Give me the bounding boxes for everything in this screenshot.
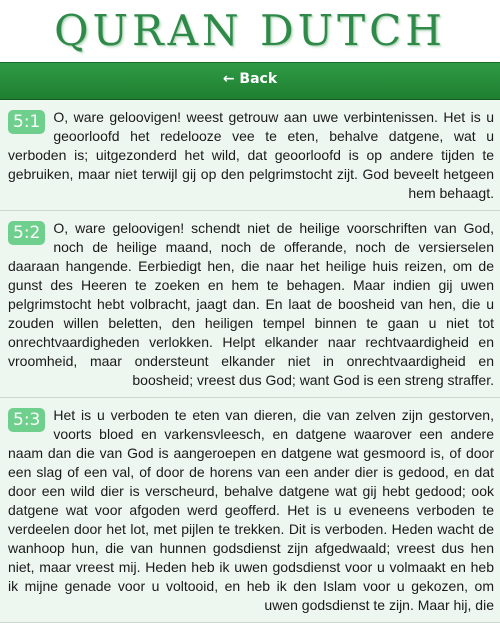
verse-list[interactable]	[0, 100, 500, 613]
verse-text: Het is u verboden te eten van dieren, die van zelven zijn gestorven, voorts bloed en varkensvleesch, en datgene waarover een andere naam dan die van God is aangeroepen en datgene wat gesmoord is, of door een slag of een val, of door de horens van een ander dier is gedood, en dat door een wild dier is verscheurd, behalve datgene wat gij hebt gedood; ook datgene wat voor afgoden werd geofferd. Het is u eveneens verboden te verdeelen door het lot, met pijlen te trekken. Dit is verboden. Heden wacht de wanhoop hun, die van hunnen godsdienst zijn afgedwaald; vreest dus hen niet, maar vreest mij. Heden heb ik uwen godsdienst voor u volmaakt en heb ik mijne genade voor u voltooid, en heb ik den Islam voor u gekozen, om uwen godsdienst te zijn. Maar hij, die	[8, 407, 494, 613]
verse-number-badge: 5:2	[8, 221, 45, 245]
verse-item	[0, 398, 500, 623]
verse-item	[0, 100, 500, 211]
back-button[interactable]: ← Back	[222, 71, 278, 87]
verse-text: O, ware geloovigen! weest getrouw aan uwe verbintenissen. Het is u geoorloofd het redelooze vee te eten, behalve datgene, wat u verboden is; uitgezonderd het wild, dat geoorloofd is op andere tijden te gebruiken, maar niet terwijl gij op den pelgrimstocht zijt. God beveelt hetgeen hem behaagt.	[8, 109, 494, 201]
app-header	[0, 0, 500, 62]
verse-text: O, ware geloovigen! schendt niet de heilige voorschriften van God, noch de heilige maand, noch de offerande, noch de versierselen daaraan hangende. Eerbiedigt hen, die naar het heilige huis reizen, om de gunst des Heeren te zoeken en hem te behagen. Maar indien gij uwen pelgrimstocht hebt volbracht, jaagt dan. En laat de boosheid van hen, die u zouden willen beletten, den heiligen tempel binnen te gaan u niet tot onrechtvaardigheden verlokken. Helpt elkander naar rechtvaardigheid en vroomheid, maar ondersteunt elkander niet in onrechtvaardigheid en boosheid; vreest dus God; want God is een streng straffer.	[8, 220, 494, 388]
nav-bar	[0, 62, 500, 101]
verse-item	[0, 211, 500, 398]
verse-number-badge: 5:1	[8, 110, 45, 134]
app-title: QURAN DUTCH	[54, 6, 446, 55]
verse-number-badge: 5:3	[8, 408, 45, 432]
